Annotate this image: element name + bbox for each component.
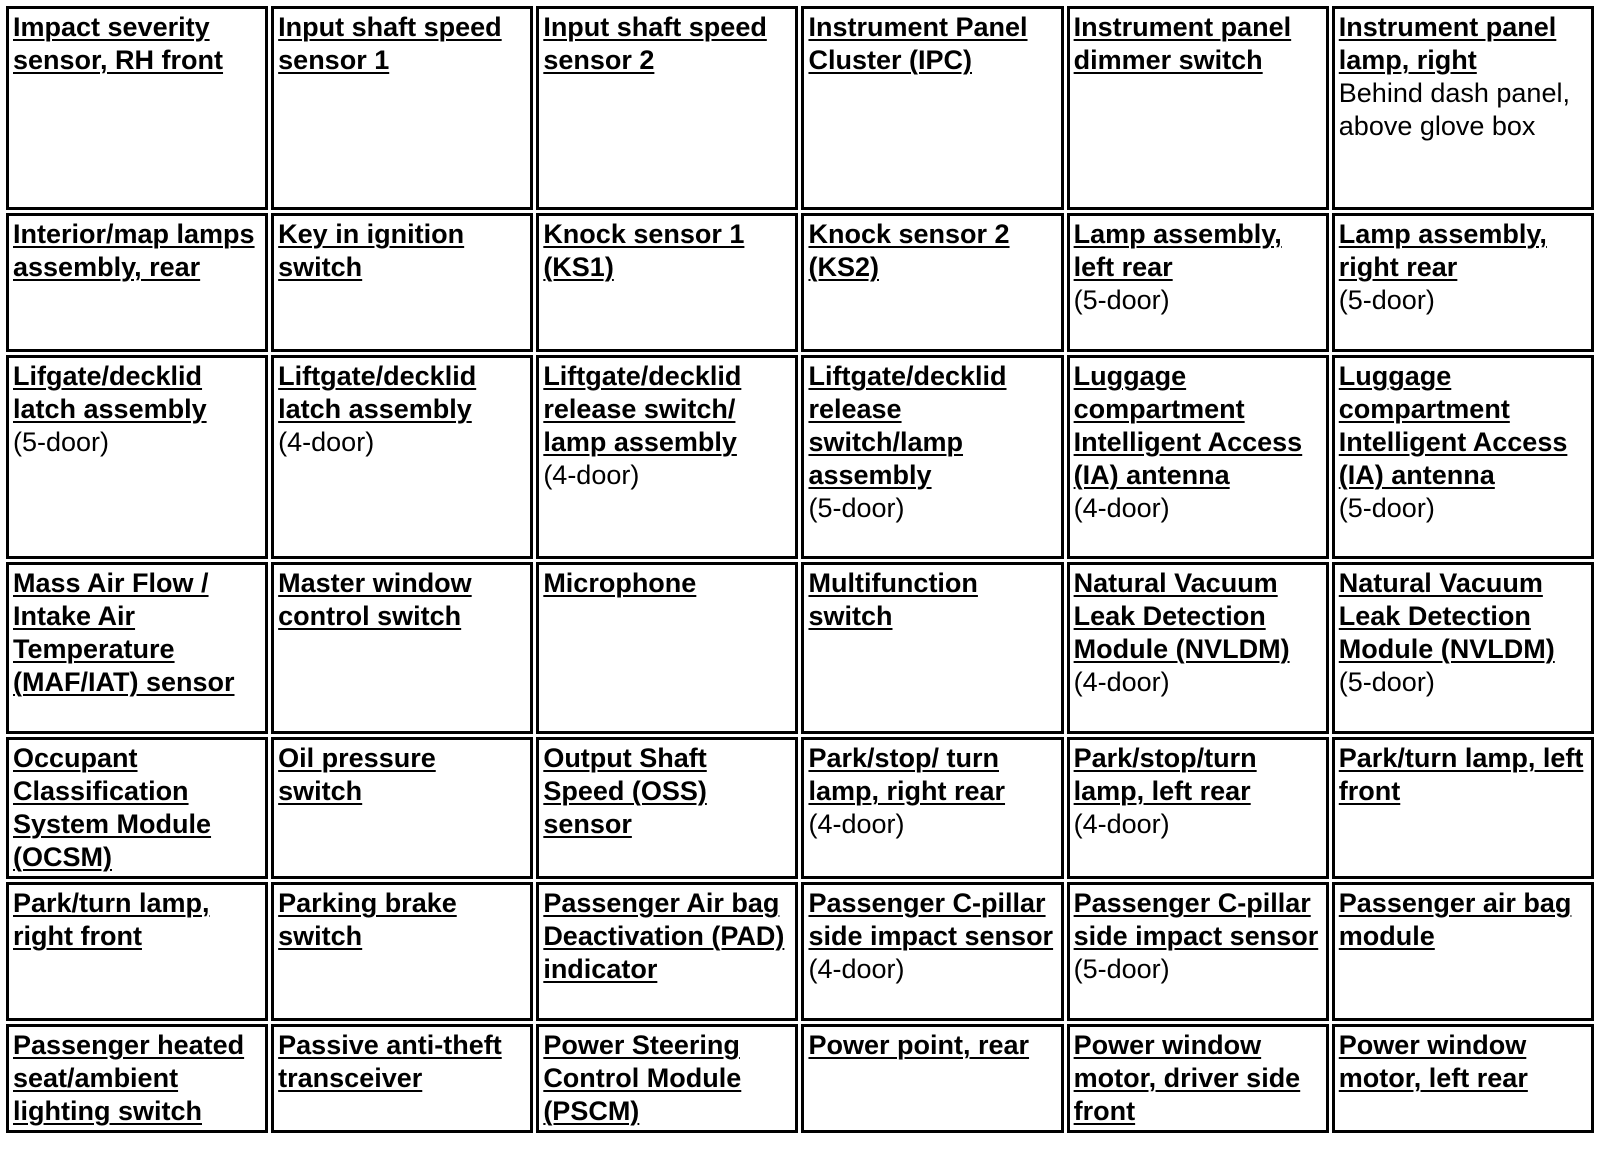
table-cell: [1067, 213, 1329, 352]
table-cell: [271, 213, 533, 352]
component-link[interactable]: Output Shaft Speed (OSS) sensor: [543, 743, 707, 839]
component-note: (5-door): [1073, 285, 1170, 315]
table-cell: [1332, 1024, 1594, 1133]
component-note: (4-door): [1073, 809, 1170, 839]
table-cell: [536, 882, 798, 1021]
table-cell: [1332, 882, 1594, 1021]
component-link[interactable]: Luggage compartment Intelligent Access (IA) antenna: [1073, 361, 1303, 490]
component-link[interactable]: Passenger C-pillar side impact sensor: [1073, 888, 1319, 951]
table-cell: [801, 355, 1063, 559]
component-link[interactable]: Lamp assembly, right rear: [1338, 219, 1547, 282]
table-cell: [6, 882, 268, 1021]
table-cell: [1332, 737, 1594, 879]
table-cell: [1067, 355, 1329, 559]
component-location-table: [3, 3, 1597, 1136]
component-note: (5-door): [1338, 493, 1435, 523]
table-cell: [6, 1024, 268, 1133]
table-cell: [536, 1024, 798, 1133]
table-row: [6, 6, 1594, 210]
component-note: (4-door): [1073, 667, 1170, 697]
component-link[interactable]: Oil pressure switch: [278, 743, 436, 806]
table-cell: [271, 882, 533, 1021]
component-note: (4-door): [808, 809, 905, 839]
component-note: (5-door): [13, 427, 110, 457]
component-link[interactable]: Power window motor, driver side front: [1073, 1030, 1301, 1126]
table-cell: [801, 562, 1063, 734]
table-cell: [536, 562, 798, 734]
component-link[interactable]: Microphone: [543, 568, 697, 598]
component-link[interactable]: Mass Air Flow / Intake Air Temperature (MAF/IAT) sensor: [13, 568, 235, 697]
table-cell: [1332, 355, 1594, 559]
component-link[interactable]: Impact severity sensor, RH front: [13, 12, 224, 75]
table-cell: [536, 213, 798, 352]
component-link[interactable]: Input shaft speed sensor 2: [543, 12, 767, 75]
component-link[interactable]: Lifgate/decklid latch assembly: [13, 361, 207, 424]
table-row: [6, 737, 1594, 879]
table-cell: [536, 355, 798, 559]
component-note: (5-door): [1338, 285, 1435, 315]
component-note: (4-door): [278, 427, 375, 457]
table-cell: [6, 355, 268, 559]
table-cell: [536, 737, 798, 879]
component-link[interactable]: Passenger Air bag Deactivation (PAD) indicator: [543, 888, 785, 984]
table-cell: [801, 882, 1063, 1021]
table-cell: [271, 1024, 533, 1133]
table-cell: [1067, 737, 1329, 879]
component-note: (5-door): [1338, 667, 1435, 697]
table-cell: [1067, 882, 1329, 1021]
table-row: [6, 355, 1594, 559]
component-link[interactable]: Input shaft speed sensor 1: [278, 12, 502, 75]
table-cell: [6, 562, 268, 734]
component-note: Behind dash panel, above glove box: [1338, 78, 1570, 141]
table-cell: [1067, 562, 1329, 734]
component-link[interactable]: Natural Vacuum Leak Detection Module (NVLDM): [1073, 568, 1290, 664]
table-cell: [801, 1024, 1063, 1133]
component-link[interactable]: Power Steering Control Module (PSCM): [543, 1030, 742, 1126]
component-link[interactable]: Key in ignition switch: [278, 219, 465, 282]
component-note: (5-door): [808, 493, 905, 523]
component-link[interactable]: Luggage compartment Intelligent Access (IA) antenna: [1338, 361, 1568, 490]
component-link[interactable]: Park/stop/ turn lamp, right rear: [808, 743, 1006, 806]
component-link[interactable]: Power point, rear: [808, 1030, 1030, 1060]
table-cell: [271, 737, 533, 879]
component-link[interactable]: Knock sensor 1 (KS1): [543, 219, 745, 282]
table-cell: [6, 213, 268, 352]
component-link[interactable]: Park/turn lamp, left front: [1338, 743, 1584, 806]
component-link[interactable]: Instrument Panel Cluster (IPC): [808, 12, 1028, 75]
table-cell: [801, 6, 1063, 210]
table-cell: [1067, 6, 1329, 210]
component-link[interactable]: Liftgate/decklid release switch/lamp assembly: [808, 361, 1007, 490]
table-row: [6, 213, 1594, 352]
table-cell: [271, 562, 533, 734]
component-link[interactable]: Passenger air bag module: [1338, 888, 1572, 951]
component-link[interactable]: Master window control switch: [278, 568, 472, 631]
component-note: (5-door): [1073, 954, 1170, 984]
component-link[interactable]: Instrument panel dimmer switch: [1073, 12, 1292, 75]
component-note: (4-door): [1073, 493, 1170, 523]
table-cell: [1332, 6, 1594, 210]
component-link[interactable]: Park/turn lamp, right front: [13, 888, 210, 951]
table-cell: [536, 6, 798, 210]
component-link[interactable]: Occupant Classification System Module (OCSM): [13, 743, 212, 872]
table-cell: [1332, 213, 1594, 352]
component-note: (4-door): [543, 460, 640, 490]
table-cell: [1067, 1024, 1329, 1133]
component-link[interactable]: Interior/map lamps assembly, rear: [13, 219, 255, 282]
table-cell: [6, 737, 268, 879]
component-link[interactable]: Passenger heated seat/ambient lighting switch: [13, 1030, 245, 1126]
component-link[interactable]: Passenger C-pillar side impact sensor: [808, 888, 1054, 951]
component-link[interactable]: Power window motor, left rear: [1338, 1030, 1528, 1093]
component-link[interactable]: Instrument panel lamp, right: [1338, 12, 1557, 75]
table-row: [6, 562, 1594, 734]
component-link[interactable]: Knock sensor 2 (KS2): [808, 219, 1010, 282]
component-note: (4-door): [808, 954, 905, 984]
table-row: [6, 1024, 1594, 1133]
table-cell: [801, 213, 1063, 352]
component-link[interactable]: Liftgate/decklid latch assembly: [278, 361, 477, 424]
component-link[interactable]: Lamp assembly, left rear: [1073, 219, 1282, 282]
table-cell: [271, 6, 533, 210]
component-link[interactable]: Passive anti-theft transceiver: [278, 1030, 502, 1093]
component-link[interactable]: Natural Vacuum Leak Detection Module (NVLDM): [1338, 568, 1555, 664]
table-cell: [6, 6, 268, 210]
component-link[interactable]: Park/stop/turn lamp, left rear: [1073, 743, 1257, 806]
component-link[interactable]: Parking brake switch: [278, 888, 457, 951]
table-row: [6, 882, 1594, 1021]
table-cell: [1332, 562, 1594, 734]
component-link[interactable]: Multifunction switch: [808, 568, 978, 631]
component-link[interactable]: Liftgate/decklid release switch/ lamp assembly: [543, 361, 742, 457]
table-cell: [801, 737, 1063, 879]
table-cell: [271, 355, 533, 559]
